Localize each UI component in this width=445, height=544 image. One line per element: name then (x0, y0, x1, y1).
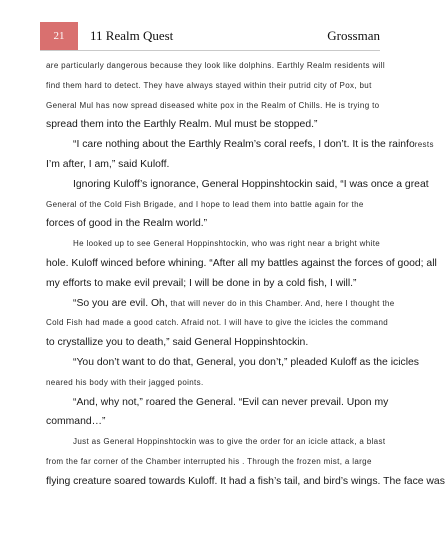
text-segment: are particularly dangerous because they look like dolphins. Earthly Realm residents will (46, 61, 385, 70)
page-header (40, 22, 380, 51)
text-line (46, 353, 420, 373)
text-line (46, 313, 389, 333)
text-segment: He looked up to see General Hoppinshtockin, who was right near a bright white (73, 239, 381, 249)
text-segment: spread them into the Earthly Realm. Mul must be stopped.” (46, 119, 318, 131)
text-line (46, 234, 380, 254)
text-segment: from the far corner of the Chamber interrupted his . Through the frozen mist, a large (46, 456, 372, 466)
text-line (46, 56, 385, 76)
text-line (46, 175, 429, 195)
text-line (46, 214, 380, 234)
text-line (46, 135, 434, 155)
text-line (46, 472, 445, 492)
text-segment: neared his body with their jagged points. (46, 377, 204, 387)
text-segment: that will never do in this Chamber. And, here I thought the (170, 298, 395, 308)
text-segment: General of the Cold Fish Brigade, and I hope to lead them into battle again for the (46, 199, 364, 209)
text-segment: forces of good in the Realm world.” (46, 218, 208, 230)
text-line (46, 333, 380, 353)
text-segment: find them hard to detect. They have always stayed within their putrid city of Pox, but (46, 80, 372, 90)
text-segment: to crystallize you to death,” said General Hoppinshtockin. (46, 337, 309, 349)
text-segment: flying creature soared towards Kuloff. It had a fish’s tail, and bird’s wings. The face was (46, 475, 445, 487)
text-segment: “And, why not,” roared the General. “Evil can never prevail. Upon my (73, 396, 389, 408)
text-line (46, 294, 395, 314)
text-line (46, 96, 380, 116)
text-segment: “You don’t want to do that, General, you don’t,” pleaded Kuloff as the icicles (73, 356, 420, 368)
text-line (46, 254, 437, 274)
text-line (46, 115, 380, 135)
text-line (46, 412, 380, 432)
text-segment: “I care nothing about the Earthly Realm’s coral reefs, I don’t. It is the rainfo (73, 139, 415, 151)
text-segment: hole. Kuloff winced before whining. “After all my battles against the forces of good; all (46, 257, 437, 269)
text-line (46, 393, 389, 413)
text-line (46, 155, 380, 175)
text-segment: Cold Fish had made a good catch. Afraid not. I will have to give the icicles the command (46, 318, 389, 328)
text-segment: General Mul has now spread diseased white pox in the Realm of Chills. He is trying to (46, 100, 380, 110)
text-line (46, 76, 380, 96)
book-title: 11 Realm Quest (90, 28, 174, 43)
text-line (46, 373, 380, 393)
text-segment: Ignoring Kuloff’s ignorance, General Hoppinshtockin said, “I was once a great (73, 178, 429, 190)
text-segment: Just as General Hoppinshtockin was to give the order for an icicle attack, a blast (73, 437, 386, 447)
text-line (46, 274, 380, 294)
text-line (46, 195, 380, 215)
text-segment: rests (414, 140, 434, 150)
text-segment: my efforts to make evil prevail; I will be done in by a cold fish, I will.” (46, 277, 357, 289)
author-name: Grossman (327, 28, 380, 43)
text-segment: “So you are evil. Oh, (73, 297, 171, 309)
text-segment: command…” (46, 416, 106, 428)
body-text (46, 56, 445, 492)
page-number-badge: 21 (40, 22, 78, 50)
text-segment: I’m after, I am,” said Kuloff. (46, 158, 170, 170)
text-line (46, 432, 386, 452)
text-line (46, 452, 380, 472)
